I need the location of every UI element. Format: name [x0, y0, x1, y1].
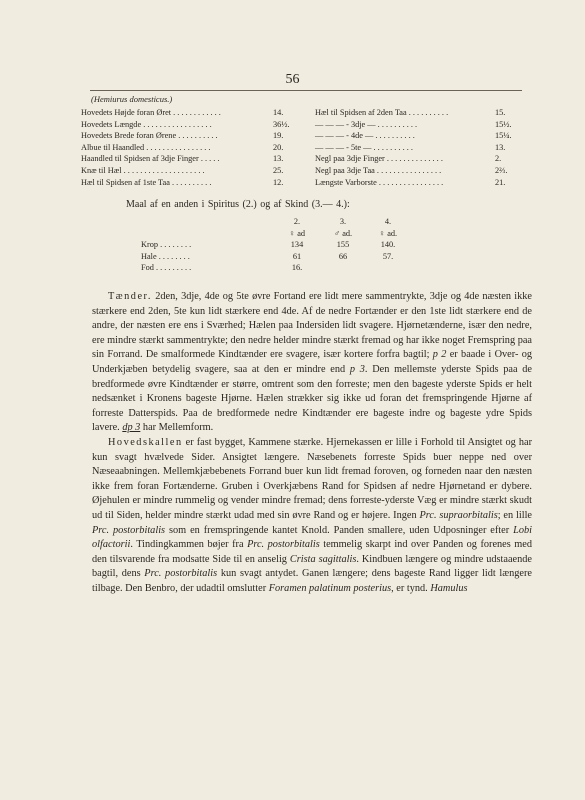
- measurement-value: 12.: [273, 177, 284, 187]
- measurement-row: [81, 165, 311, 177]
- paragraph-text: . Den mellemste yderste Spids paa de bredformede øvre Kindtænder er større, omtrent som den forreste; men den bageste yderste Spids er helt nedsænket i Kronens bageste Hjørne. Hælen strækker sig ikke ud foran det fremspringende Hjørne af forreste Datterspids. Paa de bredformede nedre Kindtænder ere bageste indre og bageste ydre Spids lavere.: [92, 363, 532, 434]
- measurement-label: Haandled til Spidsen af 3dje Finger . . . . .: [81, 154, 220, 164]
- measurement-value: 15¼.: [495, 131, 512, 141]
- measurement-value: 2.: [495, 154, 502, 164]
- measurement-label: Hæl til Spidsen af 2den Taa . . . . . . . . . .: [315, 108, 449, 117]
- measurement-value: 20.: [273, 142, 284, 152]
- measurement-label: — — — - 3dje — . . . . . . . . . .: [315, 119, 418, 129]
- measurement-row: [315, 130, 535, 142]
- measurement-row: [315, 153, 535, 165]
- paragraph-text: 2den, 3dje, 4de og 5te øvre Fortand ere lidt mere sammentrykte, 3dje og 4de næsten ikke stærkere end 2den, 5te kun lidt stærkere end 4de. Af de nedre Fortænder er den 1ste lidt stærkere end de andre, der næsten ere ens i Sværhed; Hælen paa Indersiden lidt svagere. Hjørnetænderne, især den nedre, ere mindre stærkt sammentrykte; den nedre helder mindre stærkt fremad og har ikke noget Fremspring paa sin Forrand. De smalformede Kindtænder ere svagere, især kortere forfra bagtil;: [92, 291, 532, 361]
- measurement-label: Længste Varborste . . . . . . . . . . . . . . . .: [315, 177, 444, 187]
- measurement-row: [81, 153, 311, 165]
- measurement-label: — — — - 5te — . . . . . . . . . .: [315, 142, 413, 152]
- body-text: [92, 290, 532, 596]
- tooth-label: p 3: [349, 363, 365, 375]
- measurements-left: [81, 107, 311, 188]
- latin-term: Crista sagittalis: [289, 553, 357, 565]
- measurement-value: 19.: [273, 131, 284, 141]
- column-header: 4.: [384, 217, 392, 226]
- measurement-row: [315, 142, 535, 154]
- table-cell: 16.: [291, 263, 303, 273]
- measurement-value: 15.: [495, 108, 506, 117]
- paragraph-text: , er tynd.: [391, 582, 431, 594]
- column-header: 2.: [293, 217, 301, 226]
- paragraph-text: . Tindingkammen bøjer fra: [130, 539, 248, 551]
- table-cell: 155: [336, 240, 350, 250]
- latin-term: Prc. postorbitalis: [92, 524, 166, 536]
- table-cell: 140.: [380, 240, 396, 250]
- paragraph-text: kun svagt antydet. Ganen længere; dens bageste Rand ligger lidt længere tilbage. Den Benbro, der udadtil omslutter: [92, 568, 532, 594]
- measurement-row: [81, 177, 311, 189]
- measurement-label: Hovedets Brede foran Ørene . . . . . . . . . .: [81, 131, 218, 141]
- section-lead: Hovedskallen: [108, 436, 183, 448]
- paragraph-text: temmelig skarpt ind over Panden og forenes med den tilsvarende fra modsatte Side til en anselig: [92, 539, 532, 565]
- latin-term: Lobi olfactorii: [92, 524, 532, 551]
- sex-label: ♀ ad.: [378, 228, 398, 238]
- measurement-row: [315, 107, 535, 119]
- species-heading: (Hemiurus domesticus.): [91, 94, 173, 104]
- measurement-value: 13.: [273, 154, 284, 164]
- latin-term: Prc. supraorbitalis: [419, 509, 498, 521]
- measurement-label: Albue til Haandled . . . . . . . . . . . . . . . .: [81, 142, 211, 152]
- table-cell: 61: [292, 251, 302, 261]
- measurement-value: 36½.: [273, 119, 290, 129]
- measurement-value: 14.: [273, 108, 284, 117]
- measurement-label: Hovedets Højde foran Øret . . . . . . . . . . . .: [81, 108, 221, 117]
- measurement-value: 13.: [495, 142, 506, 152]
- measurement-label: Hovedets Længde . . . . . . . . . . . . . . . . .: [81, 119, 212, 129]
- measurement-label: Hæl til Spidsen af 1ste Taa . . . . . . . . . .: [81, 177, 212, 187]
- paragraph-teeth: [92, 290, 532, 436]
- paragraph-text: har Mellemform.: [140, 422, 214, 434]
- table-cell: 134: [290, 240, 304, 250]
- table-cell: 66: [338, 251, 348, 261]
- measurements-right: [315, 107, 535, 188]
- measurement-row: [81, 107, 311, 119]
- tooth-label: p 2: [432, 349, 447, 361]
- measurement-label: — — — - 4de — . . . . . . . . . .: [315, 131, 415, 141]
- paragraph-text: ; en lille: [497, 509, 532, 521]
- measurement-value: 21.: [495, 177, 506, 187]
- measurement-row: [81, 119, 311, 131]
- paragraph-text: er fast bygget, Kammene stærke. Hjernekassen er lille i Forhold til Ansigtet og har kun svagt hvælvede Sider. Ansigtet længere. Næsebenets forreste Spids buer neppe ned over Næseaabningen. Mellemkjæbebenets Forrand buer kun lidt fremad foroven, og forneden naar den næsten ikke frem foran Fortænderne. Gruben i Overkjæbens Rand for Spidsen af nedre Hjørnetand er dybere. Øjehulen er mindre rummelig og vender mindre fremad; dens forreste-yderste Væg er mindre stærkt skudt ud til Siden, helder mindre stærkt udad med sin øvre Rand og er højere. Ingen: [92, 436, 532, 521]
- row-label: Krop . . . . . . . .: [141, 240, 192, 250]
- paragraph-text: er baade i Over- og Underkjæben betydelig svagere, saa at den er mindre end: [92, 349, 532, 375]
- latin-term: Foramen palatinum posterius: [268, 582, 392, 594]
- section-lead: Tænder.: [108, 291, 152, 302]
- paragraph-text: som en fremspringende kantet Knold. Panden smallere, uden Udposninger efter: [165, 524, 514, 536]
- sex-label: ♀ ad: [288, 228, 306, 238]
- table-cell: 57.: [382, 251, 394, 261]
- measurement-value: 15½.: [495, 119, 512, 129]
- measurement-row: [315, 177, 535, 189]
- measurement-row: [315, 165, 535, 177]
- measurement-row: [81, 130, 311, 142]
- row-label: Fod . . . . . . . . .: [141, 263, 192, 273]
- sex-label: ♂ ad.: [333, 228, 353, 238]
- latin-term: Prc. postorbitalis: [247, 539, 320, 551]
- measurement-label: Negl paa 3dje Finger . . . . . . . . . . . . . .: [315, 154, 443, 164]
- measurement-row: [81, 142, 311, 154]
- page-number: 56: [285, 72, 300, 87]
- row-label: Hale . . . . . . . .: [141, 251, 190, 261]
- measurement-value: 25.: [273, 165, 284, 175]
- latin-term: Prc. postorbitalis: [144, 568, 218, 580]
- column-header: 3.: [339, 217, 347, 226]
- latin-term: Hamulus: [430, 582, 468, 594]
- measurement-row: [315, 119, 535, 131]
- measurement-value: 2⅔.: [495, 165, 508, 175]
- spirit-heading: Maal af en anden i Spiritus (2.) og af Skind (3.— 4.):: [126, 199, 350, 210]
- tooth-label: dp 3: [122, 422, 141, 434]
- measurement-label: Negl paa 3dje Taa . . . . . . . . . . . . . . . .: [315, 165, 442, 175]
- paragraph-skull: [92, 436, 532, 597]
- measurement-label: Knæ til Hæl . . . . . . . . . . . . . . . . . . . .: [81, 165, 205, 175]
- header-rule: [90, 90, 522, 91]
- paragraph-text: . Kindbuen længere og mindre udstaaende bagtil, dens: [92, 553, 532, 580]
